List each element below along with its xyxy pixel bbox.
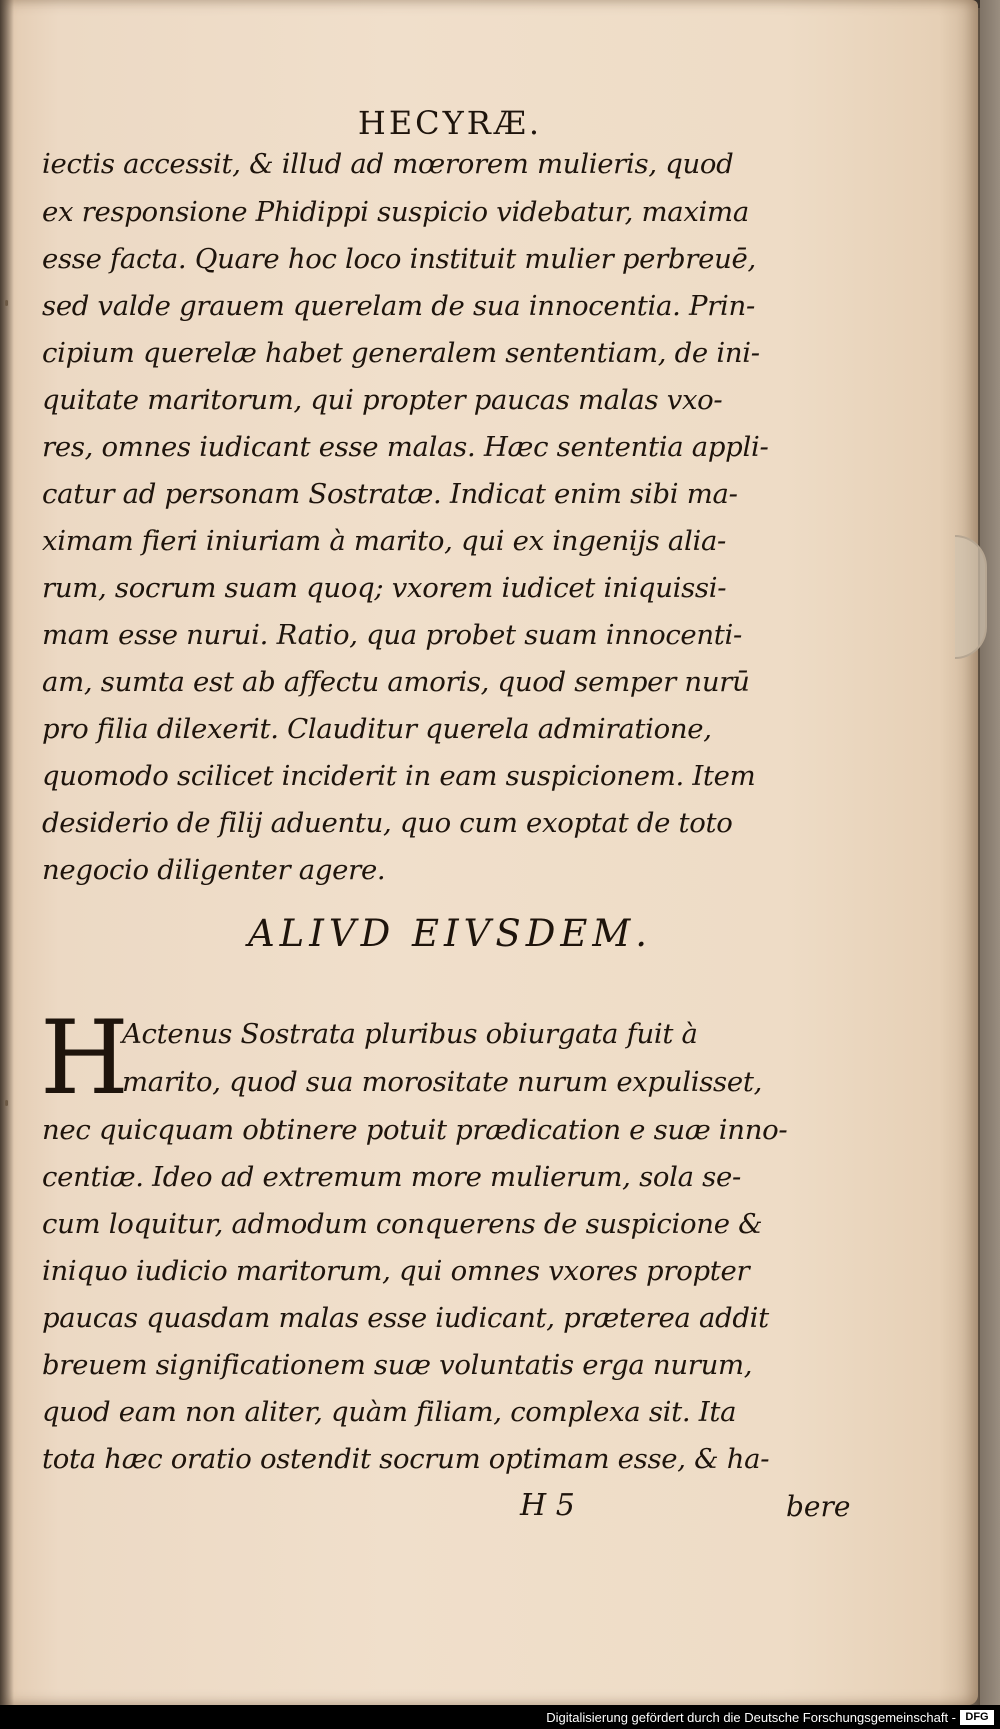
binding-mark (5, 300, 8, 306)
catchword: bere (786, 1490, 851, 1523)
footer-credit-text: Digitalisierung gefördert durch die Deutsche Forschungsgemeinschaft - (546, 1710, 956, 1725)
text-line: quod eam non aliter, quàm filiam, complexa sit. Ita (42, 1396, 737, 1428)
drop-cap-initial: H (40, 999, 129, 1118)
text-line: ex responsione Phidippi suspicio videbatur, maxima (42, 196, 749, 228)
text-line: marito, quod sua morositate nurum expulisset, (122, 1066, 763, 1098)
book-fore-edge (980, 0, 1000, 1710)
text-line: sed valde grauem querelam de sua innocentia. Prin- (42, 290, 755, 322)
text-line: tota hæc oratio ostendit socrum optimam esse, & ha- (42, 1443, 770, 1475)
binding-mark (5, 1100, 8, 1106)
text-line: breuem significationem suæ voluntatis erga nurum, (42, 1349, 753, 1381)
running-head: HECYRÆ. (357, 104, 543, 142)
text-line: catur ad personam Sostratæ. Indicat enim sibi ma- (42, 478, 738, 510)
text-line: desiderio de filij aduentu, quo cum exoptat de toto (42, 807, 733, 839)
text-line: res, omnes iudicant esse malas. Hæc sententia appli- (42, 431, 769, 463)
signature-mark: H 5 (520, 1488, 575, 1523)
text-line: negocio diligenter agere. (42, 854, 386, 886)
section-title: ALIVD EIVSDEM. (247, 912, 653, 955)
binding-gutter (0, 0, 14, 1705)
text-line: ximam fieri iniuriam à marito, qui ex ingenijs alia- (42, 525, 727, 557)
footer-credit-bar (0, 1705, 1000, 1729)
text-line: paucas quasdam malas esse iudicant, præterea addit (42, 1302, 769, 1334)
text-line: iectis accessit, & illud ad mœrorem mulieris, quod (42, 148, 734, 180)
text-line: cum loquitur, admodum conquerens de suspicione & (42, 1208, 763, 1240)
text-line: nec quicquam obtinere potuit prædication e suæ inno- (42, 1114, 788, 1146)
text-line: Actenus Sostrata pluribus obiurgata fuit à (122, 1018, 698, 1050)
text-line: mam esse nurui. Ratio, qua probet suam innocenti- (42, 619, 743, 651)
text-line: cipium querelæ habet generalem sententiam, de ini- (42, 337, 760, 369)
text-line: quomodo scilicet inciderit in eam suspicionem. Item (42, 760, 756, 792)
text-line: esse facta. Quare hoc loco instituit mulier perbreuē, (42, 243, 756, 275)
dfg-logo: DFG (960, 1710, 994, 1725)
text-line: iniquo iudicio maritorum, qui omnes vxores propter (42, 1255, 750, 1287)
text-line: quitate maritorum, qui propter paucas malas vxo- (42, 384, 723, 416)
text-line: pro filia dilexerit. Clauditur querela admiratione, (42, 713, 712, 745)
ribbon-bookmark (955, 535, 987, 659)
text-line: rum, socrum suam quoq; vxorem iudicet iniquissi- (42, 572, 727, 604)
text-line: am, sumta est ab affectu amoris, quod semper nurū (42, 666, 750, 698)
text-line: centiæ. Ideo ad extremum more mulierum, sola se- (42, 1161, 741, 1193)
